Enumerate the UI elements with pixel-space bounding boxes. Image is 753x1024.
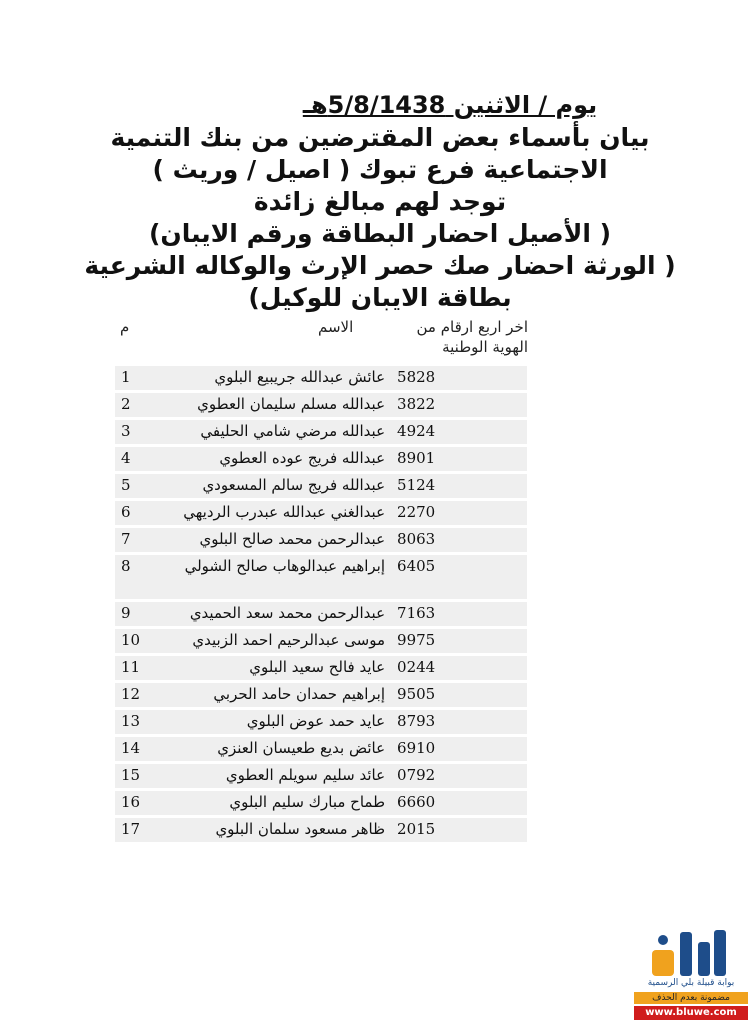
table-row [115,602,527,626]
borrowers-table-body [115,366,527,842]
column-header-number: م [120,318,130,336]
row-number: 2 [115,393,152,417]
row-id-digits: 8063 [391,528,527,552]
row-number: 13 [115,710,152,734]
row-id-digits: 2015 [391,818,527,842]
row-name: عائد سليم سويلم العطوي [152,764,391,788]
borrowers-table [115,363,527,845]
table-row [115,656,527,680]
row-name: عبدالله فريج عوده العطوي [152,447,391,471]
document-header [60,88,700,314]
row-number: 14 [115,737,152,761]
row-number: 8 [115,555,152,599]
row-name: عايد فالح سعيد البلوي [152,656,391,680]
row-number: 3 [115,420,152,444]
row-name: عبدالله مرضي شامي الحليفي [152,420,391,444]
site-logo [632,928,750,1020]
table-row [115,629,527,653]
table-row [115,818,527,842]
row-id-digits: 4924 [391,420,527,444]
title-line-4: ( الأصيل احضار البطاقة ورقم الايبان) [148,219,612,248]
row-name: عبدالرحمن محمد سعد الحميدي [152,602,391,626]
row-name: طماح مبارك سليم البلوي [152,791,391,815]
logo-url: www.bluwe.com [634,1006,748,1020]
table-row [115,683,527,707]
row-number: 5 [115,474,152,498]
row-id-digits: 9505 [391,683,527,707]
row-number: 1 [115,366,152,390]
table-row [115,447,527,471]
logo-strip: مضمونة بعدم الحذف [634,992,748,1004]
row-name: عائض بديع طعيسان العنزي [152,737,391,761]
row-number: 15 [115,764,152,788]
table-row [115,555,527,599]
row-name: موسى عبدالرحيم احمد الزبيدي [152,629,391,653]
title-line-5: ( الورثة احضار صك حصر الإرث والوكاله الشرعية [84,251,676,280]
row-name: عبدالرحمن محمد صالح البلوي [152,528,391,552]
table-row [115,528,527,552]
table-row [115,366,527,390]
row-number: 9 [115,602,152,626]
row-id-digits: 5828 [391,366,527,390]
row-id-digits: 8793 [391,710,527,734]
column-header-id-line1: اخر اربع ارقام من [416,318,528,336]
row-id-digits: 3822 [391,393,527,417]
table-row [115,791,527,815]
row-name: ظاهر مسعود سلمان البلوي [152,818,391,842]
column-header-id [398,317,528,357]
column-header-name: الاسم [318,318,354,336]
title-line-2: الاجتماعية فرع تبوك ( اصيل / وريث ) [152,155,608,184]
table-row [115,710,527,734]
table-row [115,393,527,417]
row-name: عبدالله فريج سالم المسعودي [152,474,391,498]
row-number: 17 [115,818,152,842]
logo-subtitle: بوابة قبيلة بلي الرسمية [647,978,735,988]
row-number: 4 [115,447,152,471]
date-line: يوم / الاثنين 5/8/1438هـ [302,91,598,119]
row-number: 10 [115,629,152,653]
row-number: 12 [115,683,152,707]
row-id-digits: 0244 [391,656,527,680]
row-id-digits: 6660 [391,791,527,815]
row-name: عبدالله مسلم سليمان العطوي [152,393,391,417]
row-id-digits: 9975 [391,629,527,653]
title-line-6: بطاقة الايبان للوكيل) [248,283,512,312]
row-name: عائش عبدالله جريبيع البلوي [152,366,391,390]
row-number: 11 [115,656,152,680]
column-header-id-line2: الهوية الوطنية [442,338,528,356]
row-id-digits: 7163 [391,602,527,626]
row-id-digits: 5124 [391,474,527,498]
table-row [115,474,527,498]
table-row [115,764,527,788]
row-number: 16 [115,791,152,815]
row-name: إبراهيم عبدالوهاب صالح الشولي [152,555,391,599]
row-name: عبدالغني عبدالله عبدرب الرديهي [152,501,391,525]
title-line-1: بيان بأسماء بعض المقترضين من بنك التنمية [110,123,650,152]
row-name: عايد حمد عوض البلوي [152,710,391,734]
row-number: 7 [115,528,152,552]
logo-mark-icon [650,928,728,978]
table-row [115,737,527,761]
row-number: 6 [115,501,152,525]
table-row [115,501,527,525]
row-id-digits: 0792 [391,764,527,788]
row-id-digits: 6405 [391,555,527,599]
row-id-digits: 8901 [391,447,527,471]
row-id-digits: 2270 [391,501,527,525]
row-name: إبراهيم حمدان حامد الحربي [152,683,391,707]
row-id-digits: 6910 [391,737,527,761]
title-line-3: توجد لهم مبالغ زائدة [253,187,507,216]
table-row [115,420,527,444]
